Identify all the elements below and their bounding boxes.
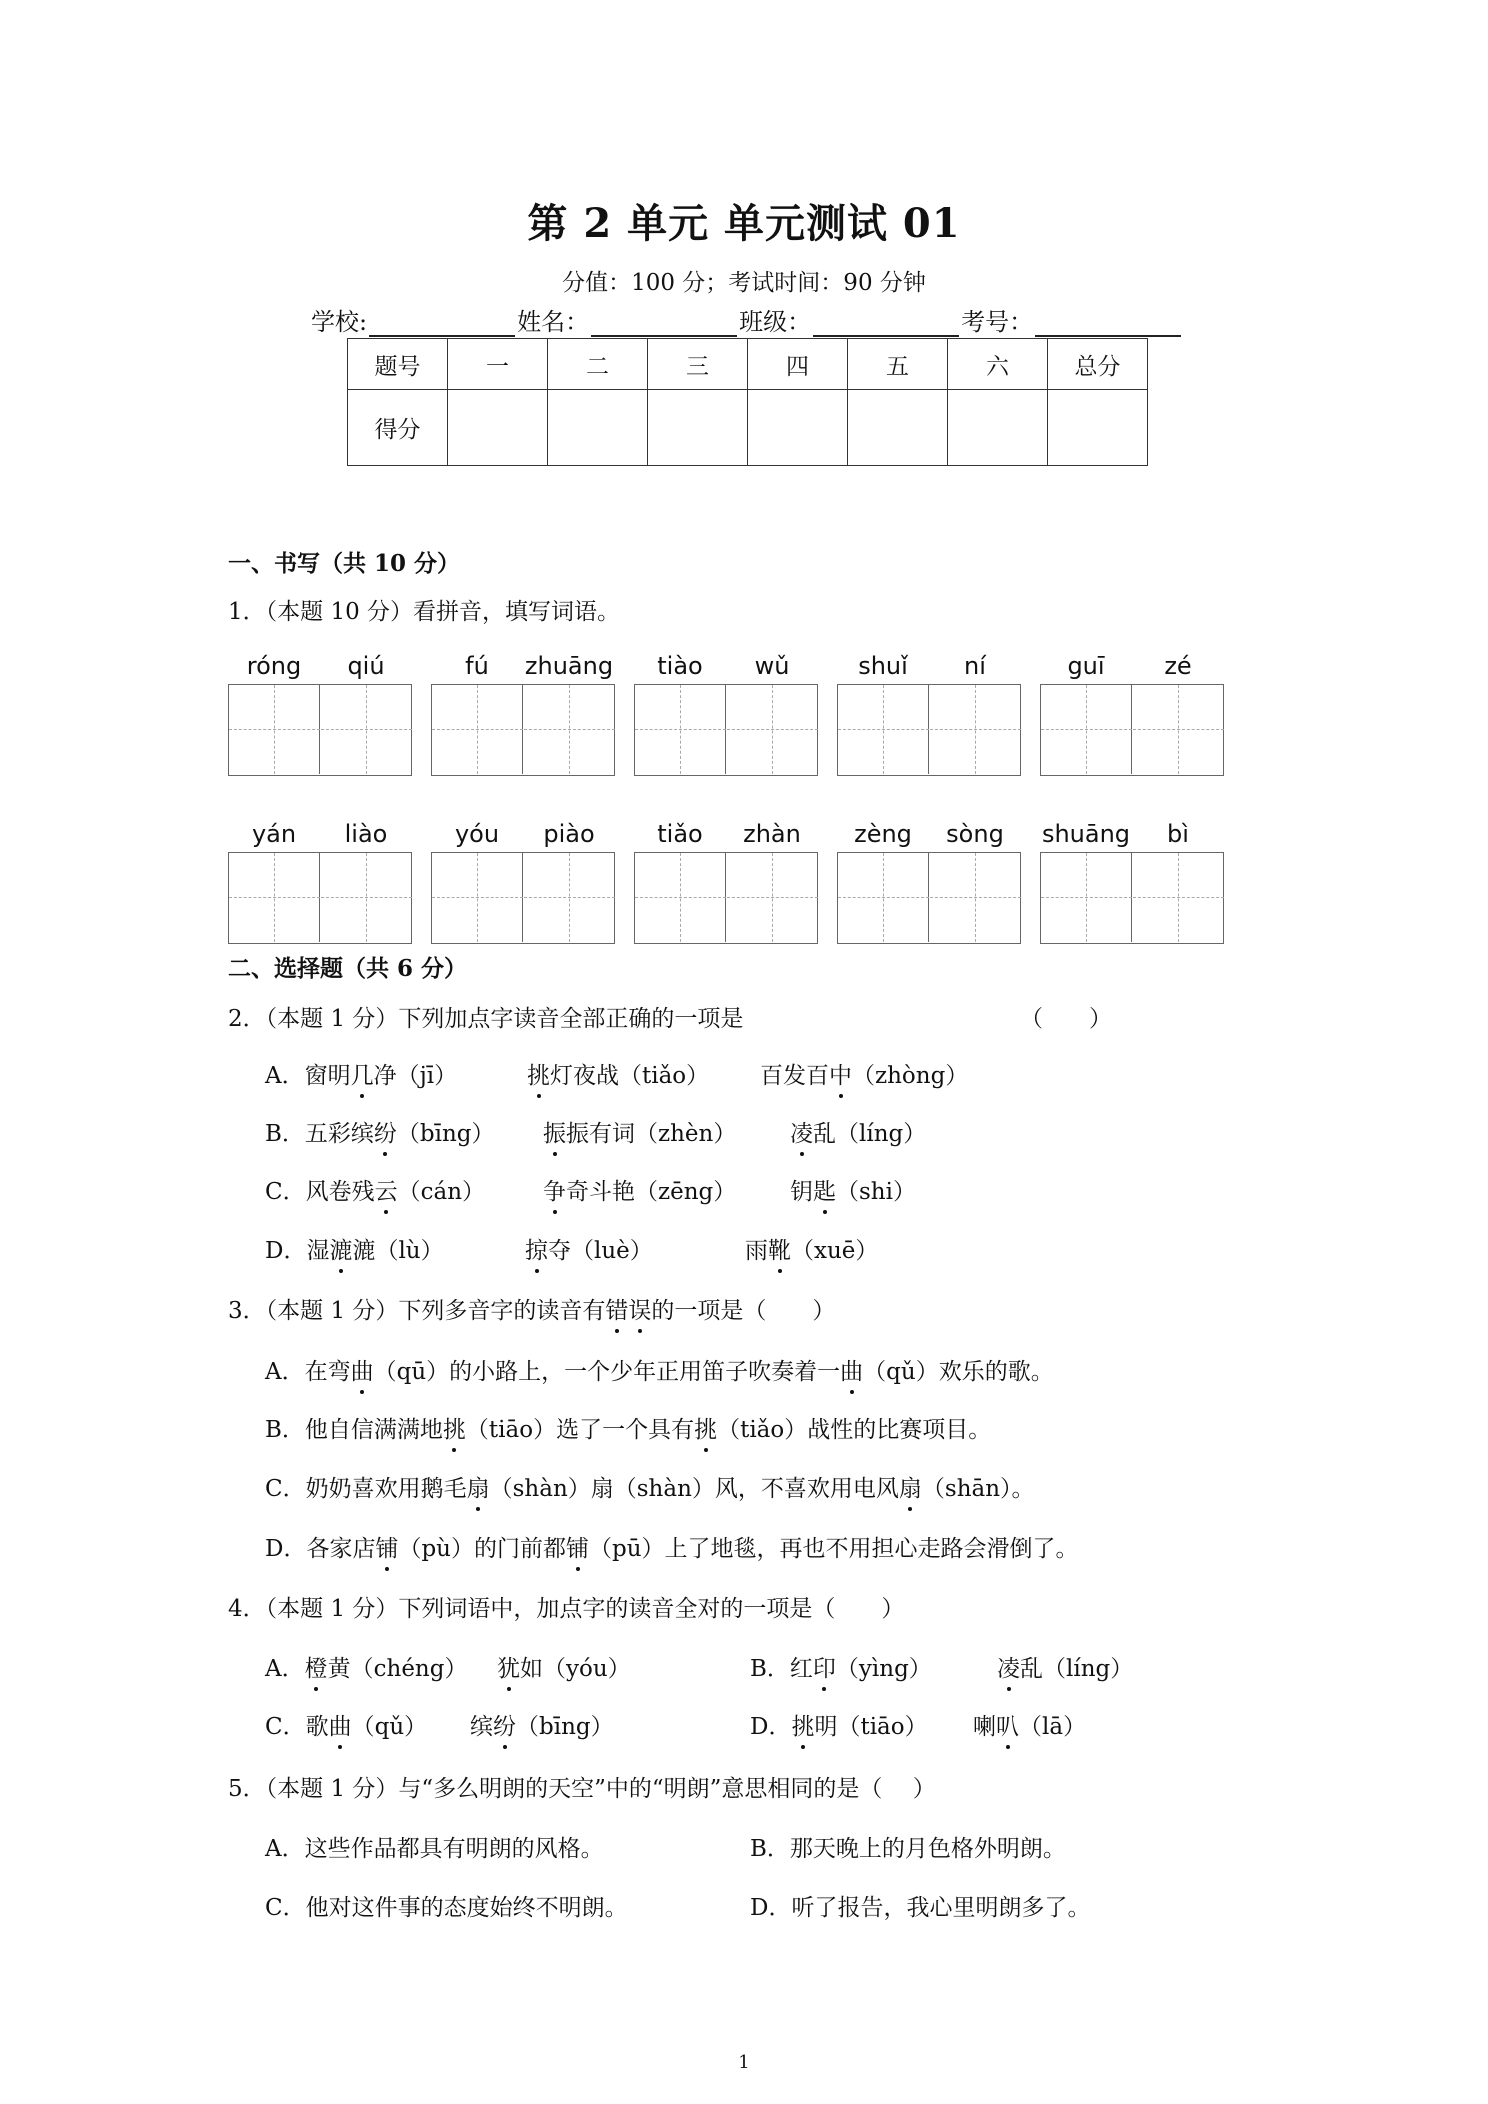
option-text: C．奶奶喜欢用鹅毛	[265, 1476, 467, 1502]
option-text: （qǔ）欢乐的歌。	[863, 1359, 1054, 1385]
guide-line-horizontal	[727, 897, 818, 898]
dotted-char: 误	[628, 1298, 652, 1324]
option-text: （bīng）	[396, 1121, 495, 1147]
guide-line-horizontal	[635, 729, 726, 730]
option-text: （lā）	[1019, 1714, 1087, 1740]
score-header-cell: 二	[548, 339, 648, 390]
score-header-cell: 四	[748, 339, 848, 390]
dotted-char: 争	[543, 1179, 566, 1205]
guide-line-horizontal	[1041, 897, 1132, 898]
question-2-option-b-word-2	[543, 1115, 736, 1148]
dotted-char: 曲	[350, 1359, 374, 1385]
dotted-char: 曲	[328, 1714, 352, 1740]
question-2-option-b-word-3	[790, 1115, 926, 1148]
pinyin-label: zé	[1164, 652, 1192, 680]
dotted-char: 橙	[304, 1656, 328, 1682]
option-text: B．他自信满满地	[265, 1417, 443, 1443]
guide-line-horizontal	[930, 729, 1021, 730]
class-blank[interactable]	[813, 307, 959, 337]
score-cell[interactable]	[648, 390, 748, 466]
pinyin-label: qiú	[347, 652, 385, 680]
dotted-char: 扇	[898, 1476, 922, 1502]
writing-box[interactable]	[431, 684, 615, 776]
option-text: D．	[750, 1714, 792, 1740]
guide-line-horizontal	[432, 729, 523, 730]
option-text: 钥	[790, 1179, 813, 1205]
option-text: C．歌	[265, 1714, 329, 1740]
score-header-cell: 一	[448, 339, 548, 390]
option-text: 灯夜战（tiǎo）	[550, 1063, 710, 1089]
pinyin-label: liào	[344, 820, 388, 848]
guide-line-horizontal	[524, 729, 615, 730]
pinyin-label: shuāng	[1041, 820, 1131, 848]
option-text: 如（yóu）	[520, 1656, 631, 1682]
dotted-char: 挑	[694, 1417, 718, 1443]
pinyin-label: tiào	[657, 652, 703, 680]
writing-cell[interactable]	[838, 853, 929, 942]
question-4-option-b[interactable]	[750, 1650, 932, 1683]
option-text: 明（tiāo）	[814, 1714, 928, 1740]
dotted-char: 振	[543, 1121, 566, 1147]
question-3-option-b[interactable]	[265, 1411, 991, 1444]
pinyin-label: piào	[543, 820, 595, 848]
writing-cell[interactable]	[524, 853, 615, 942]
stem-text: 的一项是（ ）	[651, 1298, 836, 1324]
option-text: （qū）的小路上，一个少年正用笛子吹奏着一	[373, 1359, 841, 1385]
question-4-option-c-word-2	[470, 1708, 614, 1741]
page-title: 第 2 单元 单元测试 01	[527, 200, 961, 247]
pinyin-label: yóu	[454, 820, 500, 848]
guide-line-horizontal	[432, 897, 523, 898]
student-info-line	[311, 302, 1183, 337]
dotted-char: 曲	[840, 1359, 864, 1385]
writing-box[interactable]	[1040, 684, 1224, 776]
question-2-option-d-word-3	[745, 1232, 878, 1265]
pinyin-label: yán	[251, 820, 297, 848]
exam-subtitle: 分值：100 分；考试时间：90 分钟	[562, 270, 926, 296]
question-4-option-d-word-2	[973, 1708, 1086, 1741]
option-text: （shān）。	[921, 1476, 1035, 1502]
writing-cell[interactable]	[1041, 685, 1132, 774]
writing-cell[interactable]	[524, 685, 615, 774]
dotted-char: 挑	[527, 1063, 550, 1089]
writing-cell[interactable]	[432, 685, 523, 774]
option-text: 喇	[973, 1714, 996, 1740]
question-5-stem: 5．（本题 1 分）与“多么明朗的天空”中的“明朗”意思相同的是（ ）	[228, 1776, 936, 1802]
dotted-char: 纷	[493, 1714, 516, 1740]
option-text: （shàn）扇（shàn）风，不喜欢用电风	[489, 1476, 899, 1502]
question-2-option-a-word-2	[527, 1057, 709, 1090]
score-header-cell: 总分	[1048, 339, 1148, 390]
pinyin-label: guī	[1067, 652, 1105, 680]
pinyin-label: shuǐ	[858, 652, 908, 680]
dotted-char: 凌	[997, 1656, 1020, 1682]
dotted-char: 漉	[329, 1238, 353, 1264]
page-number: 1	[738, 2052, 750, 2073]
school-label: 学校:	[311, 308, 368, 336]
dotted-char: 铺	[566, 1536, 589, 1562]
score-cell[interactable]	[548, 390, 648, 466]
score-header-cell: 五	[848, 339, 948, 390]
writing-box[interactable]	[837, 852, 1021, 944]
guide-line-horizontal	[1133, 729, 1224, 730]
guide-line-horizontal	[1133, 897, 1224, 898]
dotted-char: 铺	[375, 1536, 399, 1562]
pinyin-label: bì	[1167, 820, 1189, 848]
writing-cell[interactable]	[727, 685, 818, 774]
dotted-char: 纷	[373, 1121, 397, 1147]
question-4-option-a[interactable]	[265, 1650, 467, 1683]
name-blank[interactable]	[591, 307, 737, 337]
section-1-title: 一、书写（共 10 分）	[228, 550, 461, 577]
pinyin-label: zhàn	[743, 820, 801, 848]
option-text: 夺（luè）	[548, 1238, 653, 1264]
option-text: （bīng）	[516, 1714, 614, 1740]
option-text: （pù）的门前都	[398, 1536, 566, 1562]
question-2-option-c[interactable]	[265, 1173, 485, 1206]
score-table-score-row	[348, 390, 1148, 466]
question-5-option-b[interactable]: B．那天晚上的月色格外明朗。	[750, 1836, 1066, 1862]
dotted-char: 云	[374, 1179, 398, 1205]
writing-cell[interactable]	[1041, 853, 1132, 942]
writing-cell[interactable]	[321, 853, 412, 942]
pinyin-label: fú	[465, 652, 489, 680]
writing-cell[interactable]	[1133, 853, 1224, 942]
question-4-option-a-word-2	[497, 1650, 631, 1683]
writing-cell[interactable]	[727, 853, 818, 942]
writing-box[interactable]	[634, 852, 818, 944]
guide-line-horizontal	[229, 897, 320, 898]
dotted-char: 掠	[525, 1238, 548, 1264]
dotted-char: 凌	[790, 1121, 813, 1147]
score-table-header-row	[348, 339, 1148, 390]
pinyin-label: tiǎo	[657, 820, 703, 848]
school-blank[interactable]	[369, 307, 515, 337]
name-label: 姓名：	[517, 308, 590, 336]
dotted-char: 几	[350, 1063, 374, 1089]
dotted-char: 叭	[996, 1714, 1019, 1740]
option-text: 奇斗艳（zēng）	[566, 1179, 737, 1205]
guide-line-horizontal	[727, 729, 818, 730]
writing-box[interactable]	[634, 684, 818, 776]
question-2-option-d-word-2	[525, 1232, 653, 1265]
pinyin-label: wǔ	[754, 652, 790, 680]
score-cell[interactable]	[1048, 390, 1148, 466]
question-3-option-a[interactable]	[265, 1353, 1054, 1386]
writing-cell[interactable]	[1133, 685, 1224, 774]
option-text: 缤	[470, 1714, 493, 1740]
writing-cell[interactable]	[229, 685, 320, 774]
score-header-cell: 三	[648, 339, 748, 390]
score-header-cell: 六	[948, 339, 1048, 390]
writing-cell[interactable]	[432, 853, 523, 942]
pinyin-label: zhuāng	[524, 652, 614, 680]
guide-line-horizontal	[838, 897, 929, 898]
question-4-stem: 4．（本题 1 分）下列词语中，加点字的读音全对的一项是（ ）	[228, 1596, 905, 1622]
dotted-char: 犹	[497, 1656, 520, 1682]
option-text: 百发百	[760, 1063, 829, 1089]
question-2-stem: 2．（本题 1 分）下列加点字读音全部正确的一项是	[228, 1006, 744, 1032]
question-2-option-c-word-3	[790, 1173, 916, 1206]
option-text: D．各家店	[265, 1536, 376, 1562]
option-text: D．湿	[265, 1238, 330, 1264]
guide-line-horizontal	[838, 729, 929, 730]
question-2-option-c-word-2	[543, 1173, 736, 1206]
pinyin-label: sòng	[946, 820, 1004, 848]
class-label: 班级：	[739, 308, 812, 336]
option-text: B．五彩缤	[265, 1121, 374, 1147]
guide-line-horizontal	[930, 897, 1021, 898]
dotted-char: 挑	[442, 1417, 466, 1443]
option-text: 振有词（zhèn）	[566, 1121, 737, 1147]
score-cell[interactable]	[448, 390, 548, 466]
writing-cell[interactable]	[930, 685, 1021, 774]
guide-line-horizontal	[1041, 729, 1132, 730]
option-text: （qǔ）	[351, 1714, 428, 1740]
question-4-option-d[interactable]	[750, 1708, 928, 1741]
option-text: 黄（chéng）	[327, 1656, 468, 1682]
writing-box[interactable]	[228, 852, 412, 944]
guide-line-horizontal	[524, 897, 615, 898]
question-2-option-b[interactable]	[265, 1115, 495, 1148]
exam-number-label: 考号：	[961, 308, 1034, 336]
score-table	[347, 338, 1148, 466]
writing-cell[interactable]	[321, 685, 412, 774]
question-3-option-d[interactable]	[265, 1530, 1079, 1563]
option-text: （shi）	[836, 1179, 916, 1205]
writing-cell[interactable]	[229, 853, 320, 942]
question-2-option-a-word-3	[760, 1057, 968, 1090]
option-text: A．窗明	[265, 1063, 351, 1089]
dotted-char: 扇	[466, 1476, 490, 1502]
writing-cell[interactable]	[930, 853, 1021, 942]
dotted-char: 中	[829, 1063, 852, 1089]
writing-box[interactable]	[228, 684, 412, 776]
section-2-title: 二、选择题（共 6 分）	[228, 955, 468, 982]
option-text: （yìng）	[835, 1656, 932, 1682]
option-text: （tiǎo）战性的比赛项目。	[717, 1417, 992, 1443]
writing-cell[interactable]	[838, 685, 929, 774]
score-header-cell: 题号	[348, 339, 448, 390]
guide-line-horizontal	[229, 729, 320, 730]
pinyin-label: zèng	[854, 820, 912, 848]
score-row-label: 得分	[348, 390, 448, 466]
option-text: B．红	[750, 1656, 813, 1682]
pinyin-label: ní	[964, 652, 986, 680]
dotted-char: 印	[812, 1656, 836, 1682]
score-cell[interactable]	[848, 390, 948, 466]
option-text: 乱（líng）	[1020, 1656, 1134, 1682]
writing-cell[interactable]	[635, 685, 726, 774]
question-4-option-c[interactable]	[265, 1708, 427, 1741]
question-5-option-d[interactable]: D．听了报告，我心里明朗多了。	[750, 1895, 1091, 1921]
option-text: 净（jī）	[373, 1063, 458, 1089]
score-cell[interactable]	[748, 390, 848, 466]
writing-cell[interactable]	[635, 853, 726, 942]
question-4-option-b-word-2	[997, 1650, 1133, 1683]
option-text: A．在弯	[265, 1359, 351, 1385]
option-text: （zhòng）	[852, 1063, 969, 1089]
dotted-char: 靴	[768, 1238, 791, 1264]
writing-box[interactable]	[1040, 852, 1224, 944]
option-text: 雨	[745, 1238, 768, 1264]
stem-text: 3．（本题 1 分）下列多音字的读音有	[228, 1298, 606, 1324]
dotted-char: 错	[605, 1298, 629, 1324]
guide-line-horizontal	[321, 729, 412, 730]
writing-box[interactable]	[431, 852, 615, 944]
question-1-stem: 1．（本题 10 分）看拼音，填写词语。	[228, 599, 621, 625]
dotted-char: 挑	[791, 1714, 815, 1740]
answer-bracket[interactable]: （ ）	[1020, 1006, 1112, 1032]
writing-box[interactable]	[837, 684, 1021, 776]
guide-line-horizontal	[321, 897, 412, 898]
option-text: （tiāo）选了一个具有	[465, 1417, 695, 1443]
option-text: （xuē）	[791, 1238, 879, 1264]
pinyin-label: róng	[246, 652, 302, 680]
option-text: （pū）上了地毯，再也不用担心走路会滑倒了。	[589, 1536, 1079, 1562]
option-text: 漉（lù）	[352, 1238, 444, 1264]
dotted-char: 匙	[813, 1179, 836, 1205]
question-2-option-a[interactable]	[265, 1057, 457, 1090]
guide-line-horizontal	[635, 897, 726, 898]
question-5-option-a[interactable]: A．这些作品都具有明朗的风格。	[265, 1836, 604, 1862]
option-text: 乱（líng）	[813, 1121, 927, 1147]
score-cell[interactable]	[948, 390, 1048, 466]
question-3-stem	[228, 1292, 835, 1325]
question-5-option-c[interactable]: C．他对这件事的态度始终不明朗。	[265, 1895, 628, 1921]
option-text: C．风卷残	[265, 1179, 375, 1205]
question-3-option-c[interactable]	[265, 1470, 1035, 1503]
option-text: （cán）	[397, 1179, 486, 1205]
question-2-option-d[interactable]	[265, 1232, 444, 1265]
option-text: A．	[265, 1656, 305, 1682]
exam-number-blank[interactable]	[1035, 307, 1181, 337]
